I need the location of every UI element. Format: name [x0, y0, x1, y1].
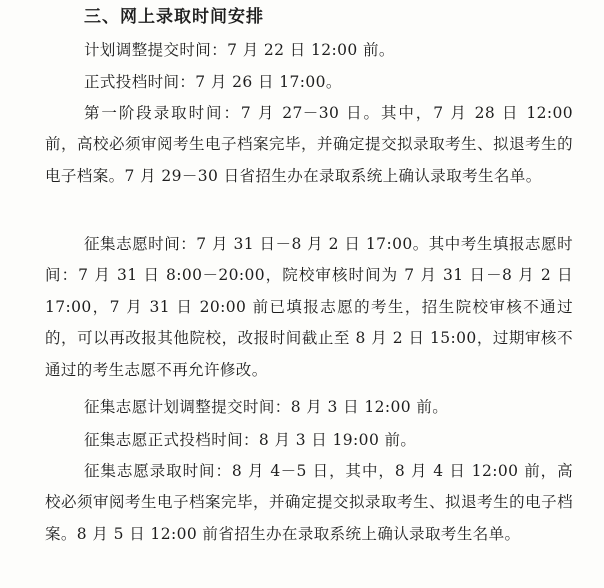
solicit-admission-paragraph: 征集志愿录取时间：8 月 4－5 日，其中，8 月 4 日 12:00 前，高校必须审阅考生电子档案完毕，并确定提交拟录取考生、拟退考生的电子档案。8 月 5 日 12:00 前省招生办在录取系统上确认录取考生名单。 — [45, 462, 573, 543]
solicit-plan-adjust-line: 征集志愿计划调整提交时间：8 月 3 日 12:00 前。 — [84, 398, 449, 416]
section-heading: 三、网上录取时间安排 — [84, 7, 264, 27]
solicit-paragraph: 征集志愿时间：7 月 31 日－8 月 2 日 17:00。其中考生填报志愿时间：7 月 31 日 8:00－20:00，院校审核时间为 7 月 31 日－8 月 2 日 17:00，7 月 31 日 20:00 前已填报志愿的考生，招生院校审核不通过的，可以再改报其他院校，改报时间截止至 8 月 2 日 15:00，过期审核不通过的考生志愿不再允许修改。 — [45, 235, 573, 379]
stage1-admission-paragraph: 第一阶段录取时间：7 月 27－30 日。其中，7 月 28 日 12:00 前，高校必须审阅考生电子档案完毕，并确定提交拟录取考生、拟退考生的电子档案。7 月 29－30 日省招生办在录取系统上确认录取考生名单。 — [45, 104, 573, 185]
plan-adjust-line: 计划调整提交时间：7 月 22 日 12:00 前。 — [84, 41, 395, 59]
solicit-formal-submit-line: 征集志愿正式投档时间：8 月 3 日 19:00 前。 — [84, 431, 417, 449]
formal-submit-line: 正式投档时间：7 月 26 日 17:00。 — [84, 73, 342, 91]
